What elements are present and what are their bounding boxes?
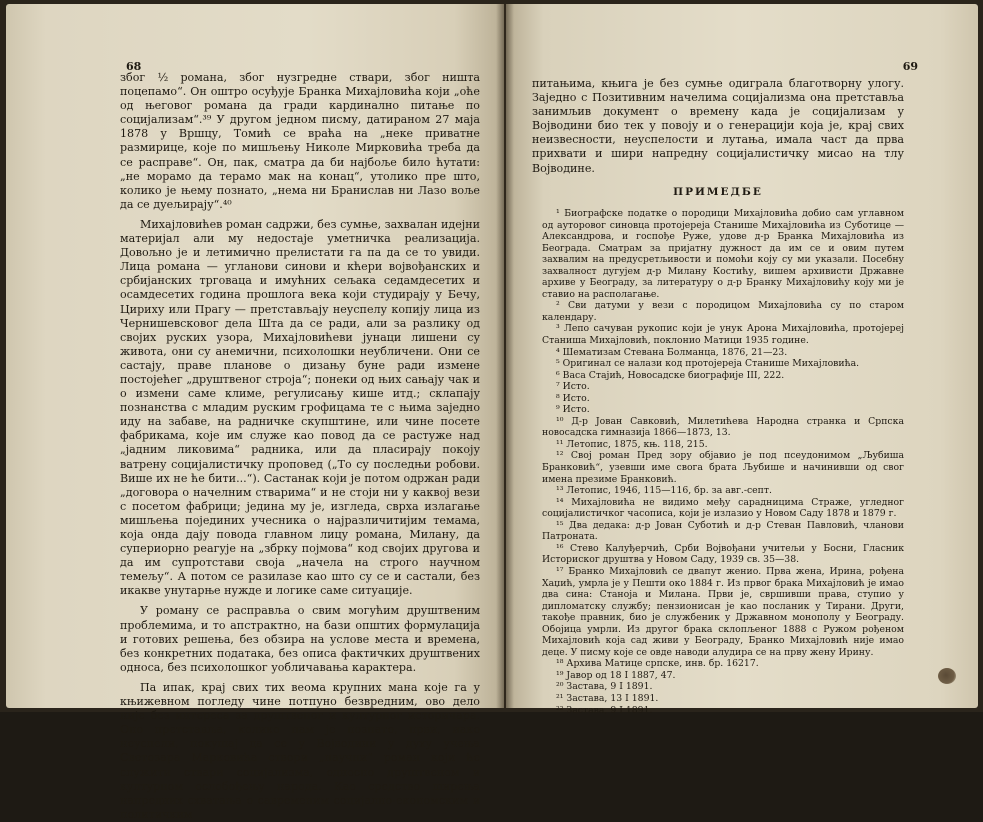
page-number-right: 69	[902, 60, 918, 73]
endnote: ² Сви датуми у вези с породицом Михајловића су по старом календару.	[542, 300, 904, 323]
endnote: ¹² Свој роман Пред зору објавио је под псеудонимом „Љубиша Бранковић“, узевши име свога брата Љубише и начинивши од свог имена презиме Бранковић.	[542, 450, 904, 485]
endnote: ¹⁹ Јавор од 18 I 1887, 47.	[556, 669, 676, 681]
endnote: ⁶ Васа Стајић, Новосадске биографије III, 222.	[556, 369, 785, 381]
endnote: ¹⁶ Стево Калуђерчић, Срби Војвођани учитељи у Босни, Гласник Историског друштва у Новом Саду, 1939 св. 35—38.	[542, 542, 904, 566]
paragraph: У роману се расправља о свим могућим друштвеним проблемима, и то апстрактно, на бази општих формулација и готових решења, без обзира на услове места и времена, без конкретних података, без описа фактичких друштвених односа, без психолошког уобличавања карактера.	[120, 604, 480, 674]
endnote: ¹ Биографске податке о породици Михајловића добио сам углавном од ауторовог синовца протојереја Станише Михајловића из Суботице — Александрова, и госпође Руже, удове д-р Бранка Михајловића из Београда. Сматрам за пријатну дужност да им се и овим путем захвалим на предусретљивости и помоћи коју су ми указали. Посебну захвалност дугујем д-р Милану Костићу, вишем архивисти Државне архиве у Београду, за литературу о д-р Бранку Михајловићу коју ми је ставио на располагање.	[542, 208, 904, 300]
left-page	[6, 4, 504, 821]
endnote: ⁵ Оригинал се налази код протојереја Станише Михајловића.	[556, 358, 860, 370]
notes-heading: ПРИМЕДБЕ	[673, 186, 763, 198]
paragraph: Па ипак, крај свих тих веома крупних мана које га у књижевном погледу чине потпуно безвредним, ово дело није без интереса за друштвеног и културног историчара. Оно претставља, колико нам је познато, први, иако неуспели, покушај да се у Војводини у духу учења Светозара Марковића створи „научни“ роман који ће служити ствари социјализма, односно друштвеном и културном ослобођењу народа. Као средство ширења напредних схватања о савременим социјално-економским и политичким	[120, 680, 480, 821]
page-number-left: 68	[126, 60, 142, 73]
endnote: ¹³ Летопис, 1946, 115—116, бр. за авг.-септ.	[556, 485, 772, 497]
endnote: ¹⁸ Архива Матице српске, инв. бр. 16217.	[556, 658, 759, 670]
endnote: ¹¹ Летопис, 1875, књ. 118, 215.	[556, 438, 708, 450]
endnote: ¹⁵ Два дедака: д-р Јован Суботић и д-р Стеван Павловић, чланови Патроната.	[542, 519, 904, 543]
endnote: ⁷ Исто.	[556, 381, 590, 393]
endnote: ¹⁷ Бранко Михајловић се двапут женио. Прва жена, Ирина, рођена Хаџић, умрла је у Пешти око 1884 г. Из првог брака Михајловић је имао два сина: Станоја и Милана. Први је, свршивши права, ступио у дипломатску службу; пензионисан је као посланик у Тирани. Други, такође правник, био је службеник у Државном монополу у Београду. Обојица умрли. Из другог брака склопљеног 1888 с Ружом рођеном Михајловић која сад живи у Београду, Бранко Михајловић није имао деце. У писму које се овде наводи алудира се на прву жену Ирину.	[542, 565, 904, 658]
endnote: ¹⁴ Михајловића не видимо међу сарадницима Страже, угледног социјалистичког часописа, који је излазио у Новом Саду 1878 и 1879 г.	[542, 496, 904, 520]
left-page-body	[120, 71, 480, 822]
right-page	[506, 4, 978, 716]
paragraph: због ½ романа, због нузгредне ствари, због ништа поцепамо“. Он оштро осуђује Бранка Михајловића који „оће од његовог романа да гради кардинално питање по социјализам“.³⁹ У другом једном писму, датираном 27 маја 1878 у Вршцу, Томић се враћа на „неке приватне размирице, које по мишљењу Николе Мирковића треба да се расправе“. Он, пак, сматра да би најбоље било ћутати: „не морамо да терамо мак на конац“, утолико пре што, колико је њему познато, „нема ни Бранислав ни Лазо воље да се дуељирају“.⁴⁰	[120, 71, 480, 211]
endnotes	[542, 208, 904, 716]
paragraph: питањима, књига је без сумње одиграла благотворну улогу. Заједно с Позитивним начелима социјализма она претставља занимљив документ о времену када је социјализам у Војводини био тек у повоју и о генерацији која је, крај свих неизвесности, неуспелости и лутања, имала част да прва прихвати и шири напредну социјалистичку мисао на тлу Војводине.	[532, 77, 904, 175]
endnote: ¹⁰ Д-р Јован Савковић, Милетићева Народна странка и Српска новосадска гимназија 1866—1873, 13.	[542, 415, 904, 439]
endnote: ²⁰ Застава, 9 I 1891.	[556, 681, 653, 693]
paper-stain	[938, 668, 956, 684]
endnote: ²² Застава, 9 I 1891.	[556, 704, 653, 716]
endnote: ⁹ Исто.	[556, 404, 590, 416]
paragraph: Михајловићев роман садржи, без сумње, захвалан идејни материјал али му недостаје уметничка реализација. Довољно је и летимично прелистати га па да се то увиди. Лица романа — угланови синови и кћери војвођанских и србијанских трговаца и имућних сељака седамдесетих и осамдесетих година прошлога века који студирају у Бечу, Цириху или Прагу — претстављају неуспелу копију лица из Чернишевсковог дела Шта да се ради, али за разлику од својих руских узора, Михајловићеви јунаци лишени су живота, они су анемични, психолошки неубличени. Они се састају, праве планове о дизању буне ради измене постојећег „друштвеног строја“; понеки од њих сањају чак и о измени саме климе, регулисању кише итд.; склапају познанства с младим руским грофицама те с њима заједно иду на забаве, на радничке скупштине, или чине посете фабрикама, које им служе као повод да се растуже над „јадним ликовима“ радника, или да пласирају покоју ватрену социјалистичку проповед („То су последњи робови. Више их не ће бити...“). Састанак који је потом одржан ради „договора о начелним стварима“ и не стоји ни у каквој вези с посетом фабрици; једина му је, изгледа, сврха излагање мишљења појединих учесника о најразличитијим темама, која онда дају повода главном лицу романа, Милану, да супериорно реагује на „збрку појмова“ код својих другова и да им супротстави своја „начела на строго научном темељу“. А потом се разилазе као што су се и састали, без икакве унутарње нужде и логике саме ситуације.	[120, 217, 481, 598]
right-page-body	[532, 77, 904, 176]
endnote: ⁴ Шематизам Стевана Болманца, 1876, 21—23.	[556, 346, 788, 358]
endnote: ³ Лепо сачуван рукопис који је унук Арона Михајловића, протојереј Станиша Михајловић, поклонио Матици 1935 године.	[542, 323, 904, 347]
endnote: ⁸ Исто.	[556, 392, 590, 404]
endnote: ²¹ Застава, 13 I 1891.	[556, 692, 659, 704]
